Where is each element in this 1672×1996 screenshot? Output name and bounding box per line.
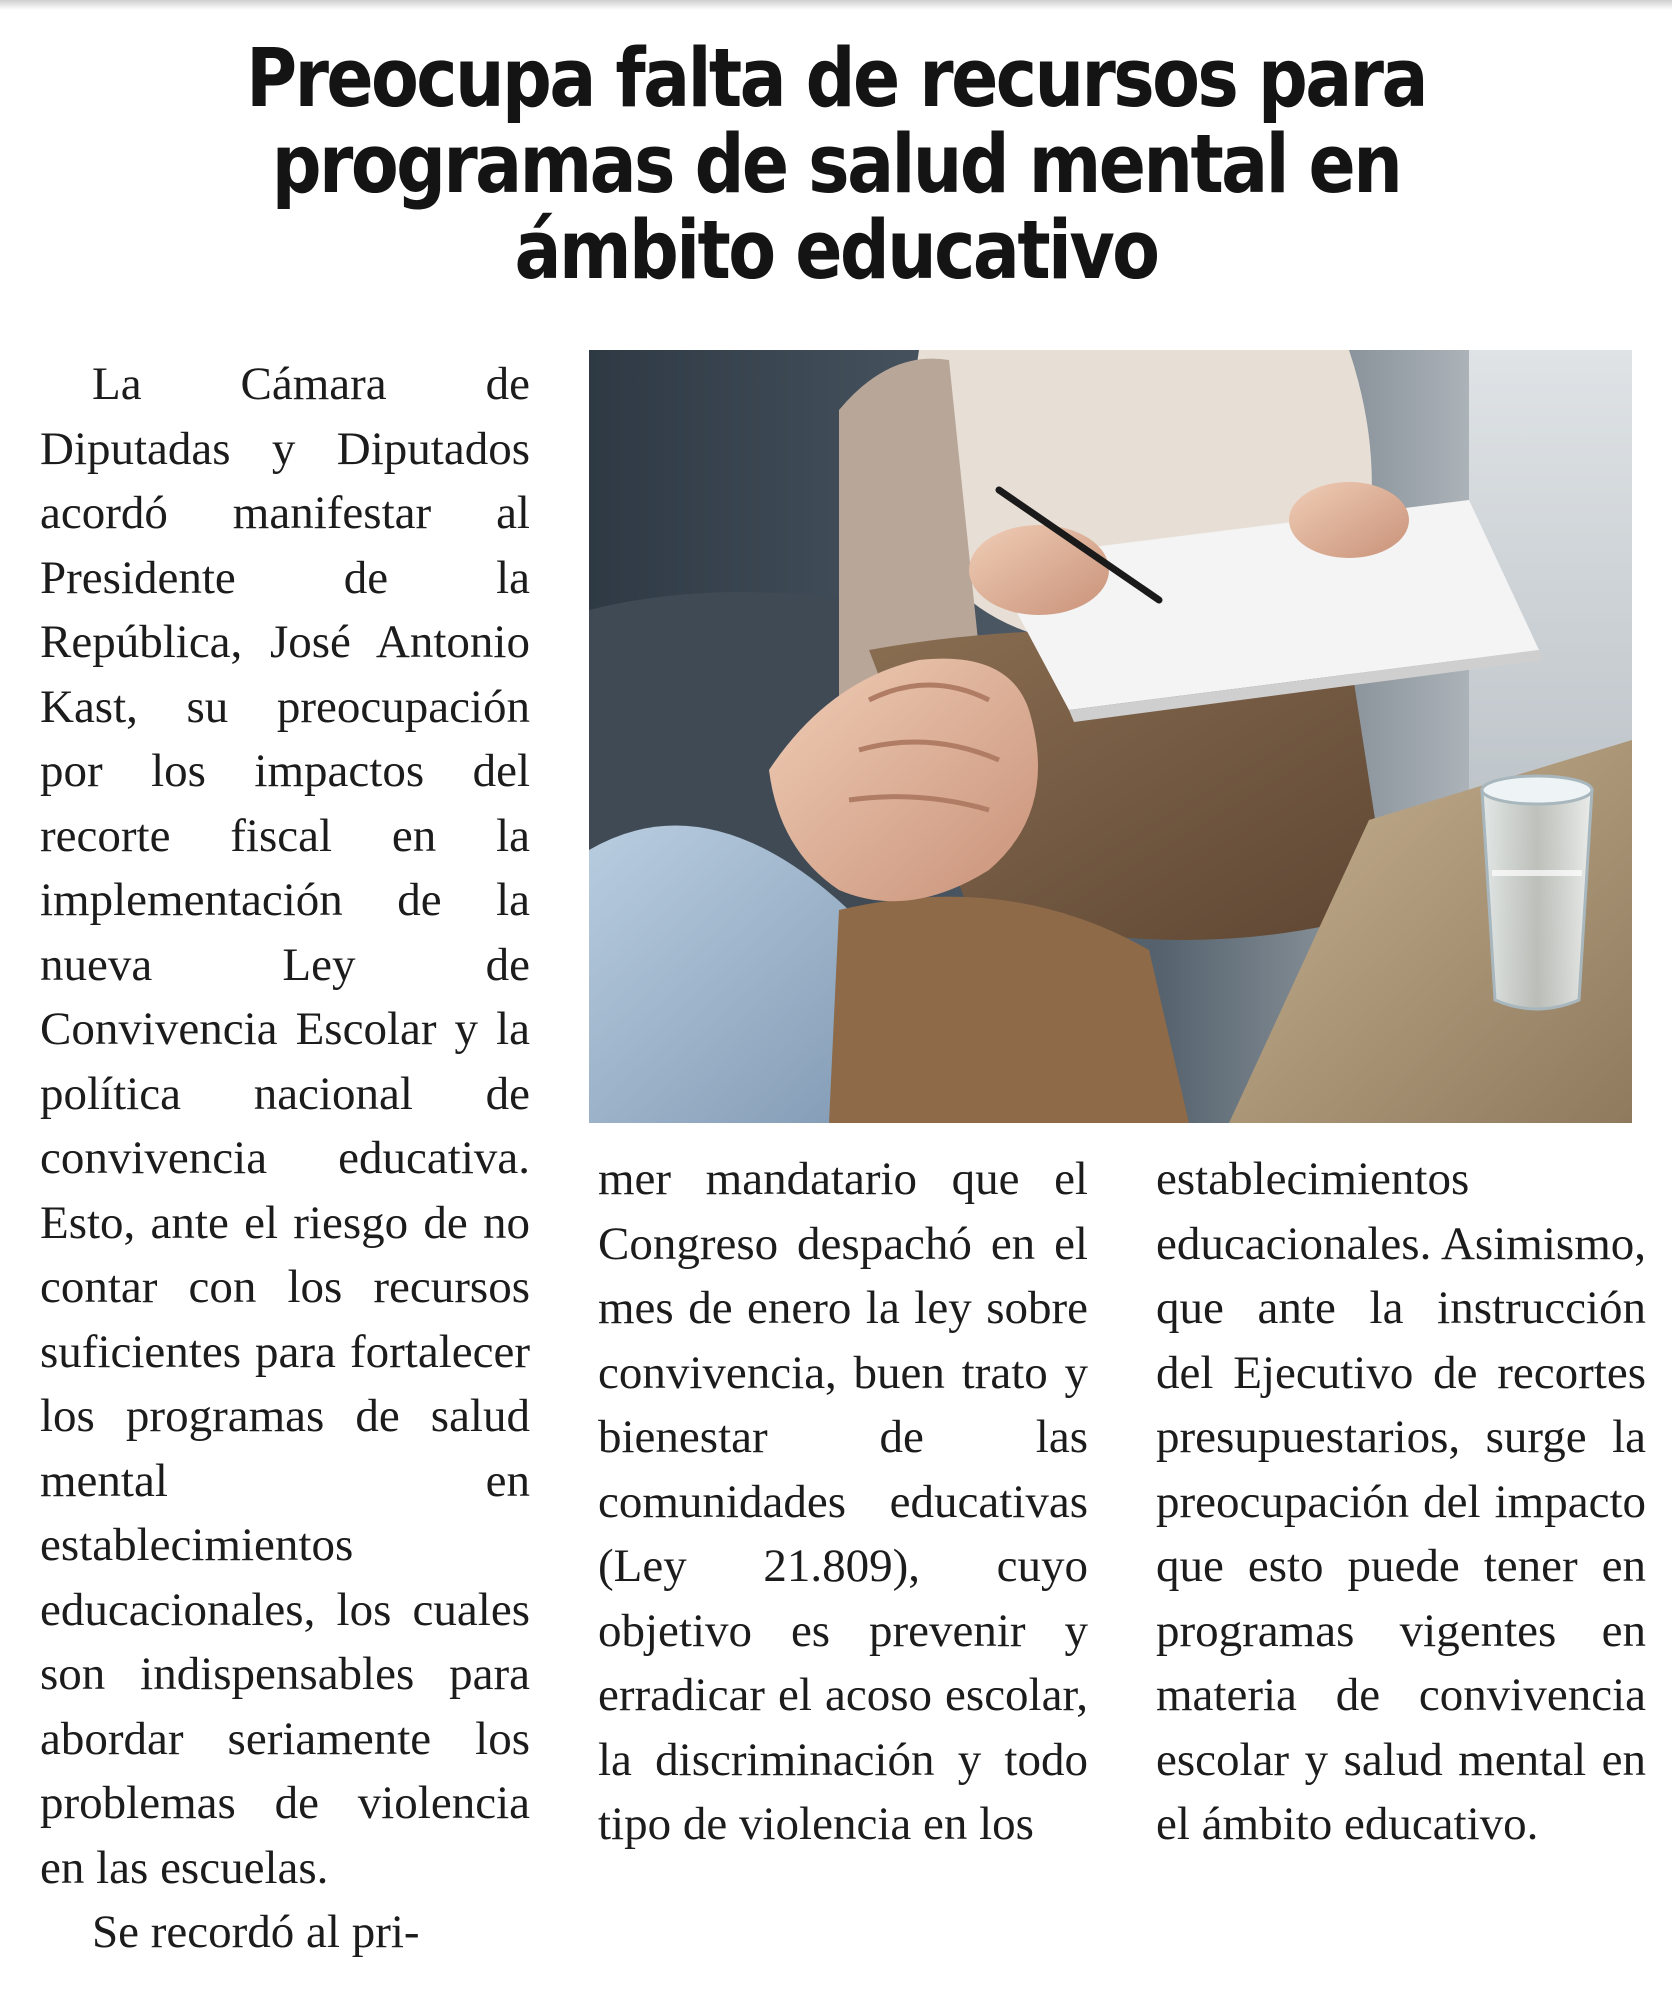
column-3 [1156,1147,1646,1857]
column-1-paragraph-1: La Cámara de Diputadas y Diputados acordó manifestar al Presidente de la República, José Antonio Kast, su preocupación por los impactos del recorte fiscal en la implementación de la nueva Ley de Convivencia Escolar y la política nacional de convivencia educativa. Esto, ante el riesgo de no contar con los recursos suficientes para fortalecer los programas de salud mental en establecimientos educacionales, los cuales son indispensables para abordar seriamente los problemas de violencia en las escuelas. [40,358,530,1894]
article-photo [589,350,1632,1123]
top-strip [0,0,1672,10]
column-3-text: establecimientos educacionales. Asimismo, que ante la instrucción del Ejecutivo de recortes presupuestarios, surge la preocupación del impacto que esto puede tener en programas vigentes en materia de convivencia escolar y salud mental en el ámbito educativo. [1156,1153,1646,1850]
column-2 [598,1147,1088,1857]
headline: Preocupa falta de recursos para programas de salud mental en ámbito educativo [246,32,1426,298]
column-1 [40,352,530,1965]
column-1-paragraph-2: Se recordó al pri- [92,1906,420,1958]
column-2-text: mer mandatario que el Congreso despachó en el mes de enero la ley sobre convivencia, buen trato y bienestar de las comunidades educativas (Ley 21.809), cuyo objetivo es prevenir y erradicar el acoso escolar, la discriminación y todo tipo de violencia en los [598,1153,1088,1850]
